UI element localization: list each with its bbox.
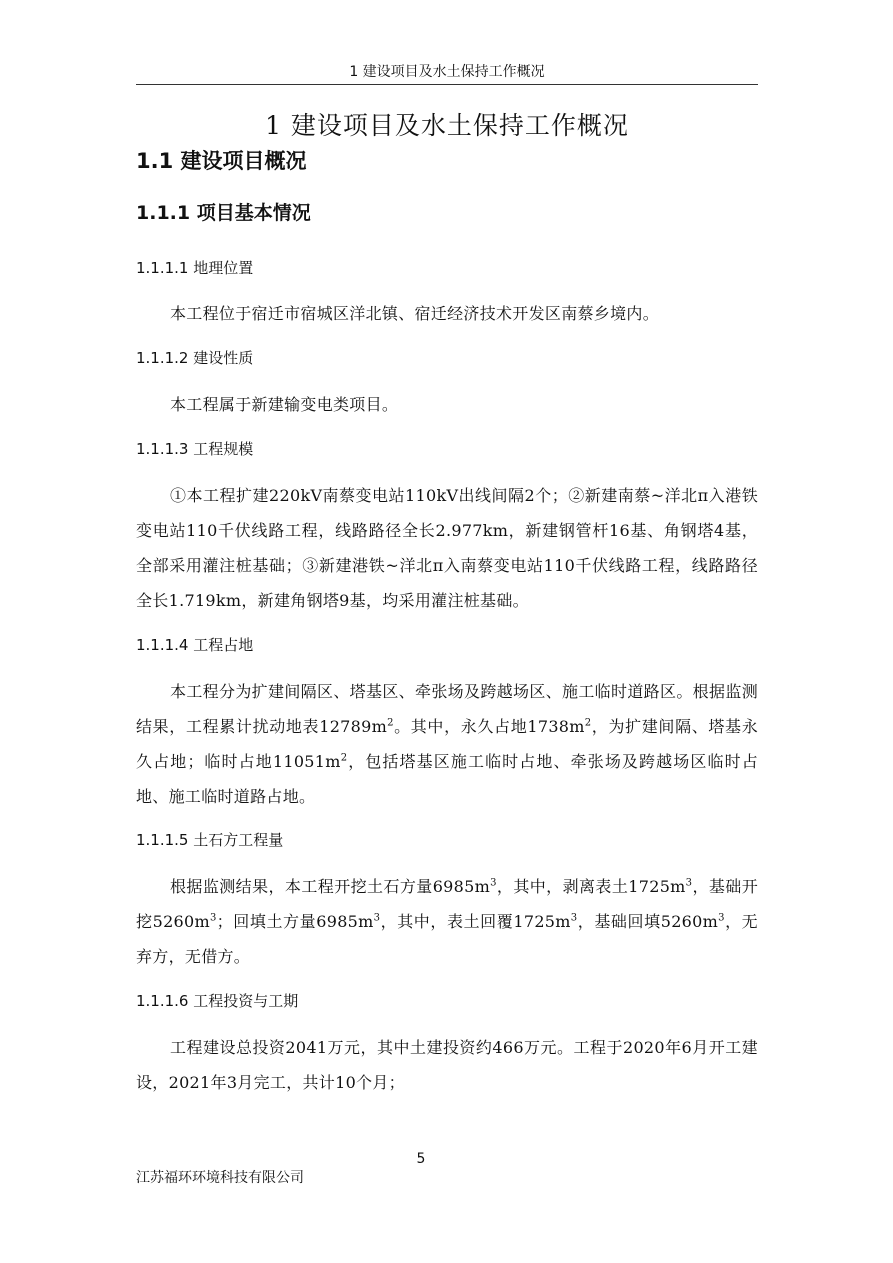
paragraph-location: 本工程位于宿迁市宿城区洋北镇、宿迁经济技术开发区南蔡乡境内。 — [170, 304, 660, 323]
heading-earthwork: 1.1.1.5 土石方工程量 — [136, 831, 284, 849]
paragraph-earthwork: 根据监测结果，本工程开挖土石方量$6985m^3$，其中，剥离表土$1725m^3$，基础开挖$5260m^3$；回填土方量$6985m^3$，其中，表土回覆$1725m^3$，基础回填$5260m^3$，无弃方，无借方。 — [136, 877, 759, 966]
paragraph-investment: 工程建设总投资2041万元，其中土建投资约466万元。工程于2020年6月开工建设，2021年3月完工，共计10个月； — [136, 1038, 758, 1092]
paragraph-nature: 本工程属于新建输变电类项目。 — [170, 395, 399, 414]
paragraph-scale: ①本工程扩建220kV南蔡变电站110kV出线间隔2个；②新建南蔡~洋北π入港铁变电站110千伏线路工程，线路路径全长2.977km，新建钢管杆16基、角钢塔4基，全部采用灌注桩基础；③新建港铁~洋北π入南蔡变电站110千伏线路工程，线路路径全长1.719km，新建角钢塔9基，均采用灌注桩基础。 — [136, 486, 758, 610]
paragraph-land-use: 本工程分为扩建间隔区、塔基区、牵张场及跨越场区、施工临时道路区。根据监测结果，工程累计扰动地表$12789m^2$。其中，永久占地$1738m^2$，为扩建间隔、塔基永久占地；临时占地$11051m^2$，包括塔基区施工临时占地、牵张场及跨越场区临时占地、施工临时道路占地。 — [136, 682, 758, 806]
heading-scale: 1.1.1.3 工程规模 — [136, 440, 254, 458]
subsection-title: 1.1.1 项目基本情况 — [136, 202, 311, 224]
heading-land-use: 1.1.1.4 工程占地 — [136, 636, 254, 654]
header-rule — [136, 84, 758, 85]
company-name: 江苏福环环境科技有限公司 — [136, 1170, 304, 1186]
section-title: 1.1 建设项目概况 — [136, 149, 307, 173]
heading-nature: 1.1.1.2 建设性质 — [136, 349, 254, 367]
running-header: 1 建设项目及水土保持工作概况 — [349, 64, 545, 80]
heading-investment: 1.1.1.6 工程投资与工期 — [136, 992, 299, 1010]
page-number: 5 — [416, 1151, 426, 1167]
chapter-title: 1 建设项目及水土保持工作概况 — [265, 111, 629, 140]
heading-location: 1.1.1.1 地理位置 — [136, 259, 254, 277]
